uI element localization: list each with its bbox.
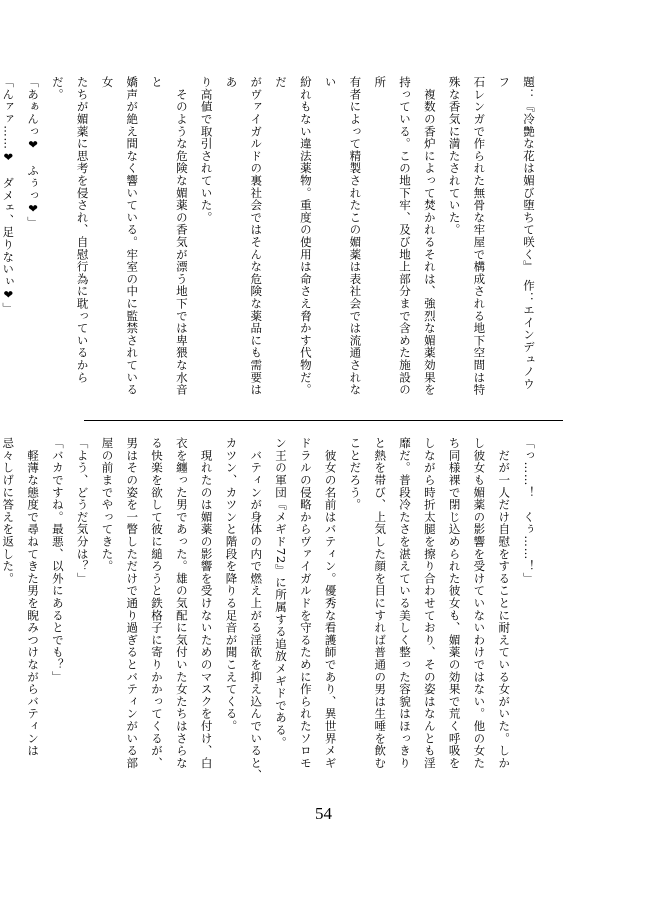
text-column: しながら時折太腿を擦り合わせており、その姿はなんとも淫 (422, 437, 437, 770)
text-column: 彼女の名前はバティン。優秀な看護師であり、異世界メギ (323, 437, 338, 770)
text-column: 嬌声が絶え間なく響いている。牢室の中に監禁されている女 (100, 76, 140, 396)
text-column: 複数の香炉によって焚かれるそれは、強烈な媚薬効果を (422, 76, 437, 396)
text-column: り高値で取引されていた。 (199, 76, 214, 224)
text-column: 「よう、どうだ気分は？」 (75, 437, 90, 585)
section-divider (84, 420, 563, 421)
text-column: 靡だ。普段冷たさを湛えている美しく整った容貌はほっきり (398, 437, 413, 770)
lower-text-block (1, 437, 541, 799)
text-column: ドラルの侵略からヴァイガルドを守るために作られたソロモ (298, 437, 313, 770)
text-column: だが一人だけ自慰をすることに耐えている女がいた。しか (497, 437, 512, 770)
text-column: 題：『冷艶な花は媚び堕ちて咲く』 作：エインデュノウフ (497, 76, 536, 391)
text-column: 有者によって精製されたこの媚薬は表社会では流通されない (323, 76, 363, 396)
text-column: 男はその姿を一瞥しただけで通り過ぎるとバティンがいる部 (125, 437, 140, 770)
text-column: バティンが身体の内で燃え上がる淫欲を抑え込んでいると、 (249, 437, 264, 782)
text-column: 「っ……！ くぅ……！」 (522, 437, 536, 585)
text-column: 石レンガで作られた無骨な牢屋で構成される地下空間は特 (472, 76, 487, 396)
text-column: がヴァイガルドの裏社会ではそんな危険な薬品にも需要はあ (224, 76, 264, 396)
text-column: ン王の軍団『メギド72』に所属する追放メギドである。 (274, 437, 289, 749)
text-column: 殊な香気に満たされていた。 (447, 76, 462, 236)
text-column: 「バカですね。最悪、以外にあるとでも？」 (50, 437, 65, 683)
text-column: ことだろう。 (348, 437, 363, 511)
text-column: 現れたのは媚薬の影響を受けないためのマスクを付け、白 (199, 437, 214, 770)
text-column: 忌々しげに答えを返した。 (1, 437, 16, 585)
text-column: 「んァァ……❤ ダメェ、足りないぃ❤」 (1, 76, 16, 315)
text-column: 紛れもない違法薬物。重度の使用は命さえ脅かす代物だ。だ (274, 76, 313, 396)
text-column: と熱を帯び、上気した顔を目にすれば普通の男は生唾を飲む (373, 437, 388, 770)
page-number: 54 (315, 804, 332, 823)
text-column: 「あぁんっ❤ ふぅっ❤」 (26, 76, 41, 229)
text-column: カツン、カツンと階段を降りる足音が聞こえてくる。 (224, 437, 239, 733)
text-column: そのような危険な媚薬の香気が漂う地下では卑猥な水音と (150, 76, 189, 396)
text-column: 屋の前までやってきた。 (100, 437, 115, 573)
text-column: 持っている。この地下牢、及び地上部分まで含めた施設の所 (373, 76, 413, 396)
text-column: る快楽を欲して彼に縋ろうと鉄格子に寄りかかってくるが、 (150, 437, 165, 770)
text-column: たちが媚薬に思考を侵され、自慰行為に耽っているからだ。 (50, 76, 90, 384)
text-column: 衣を纏った男であった。雄の気配に気付いた女たちはさらな (174, 437, 189, 770)
text-column: ち同様裸で閉じ込められた彼女も、媚薬の効果で荒く呼吸を (447, 437, 462, 770)
text-column: 軽薄な態度で尋ねてきた男を睨みつけながらバティンは (26, 437, 41, 757)
text-column: し彼女も媚薬の影響を受けていないわけではない。他の女た (472, 437, 487, 770)
upper-text-block (1, 76, 541, 398)
